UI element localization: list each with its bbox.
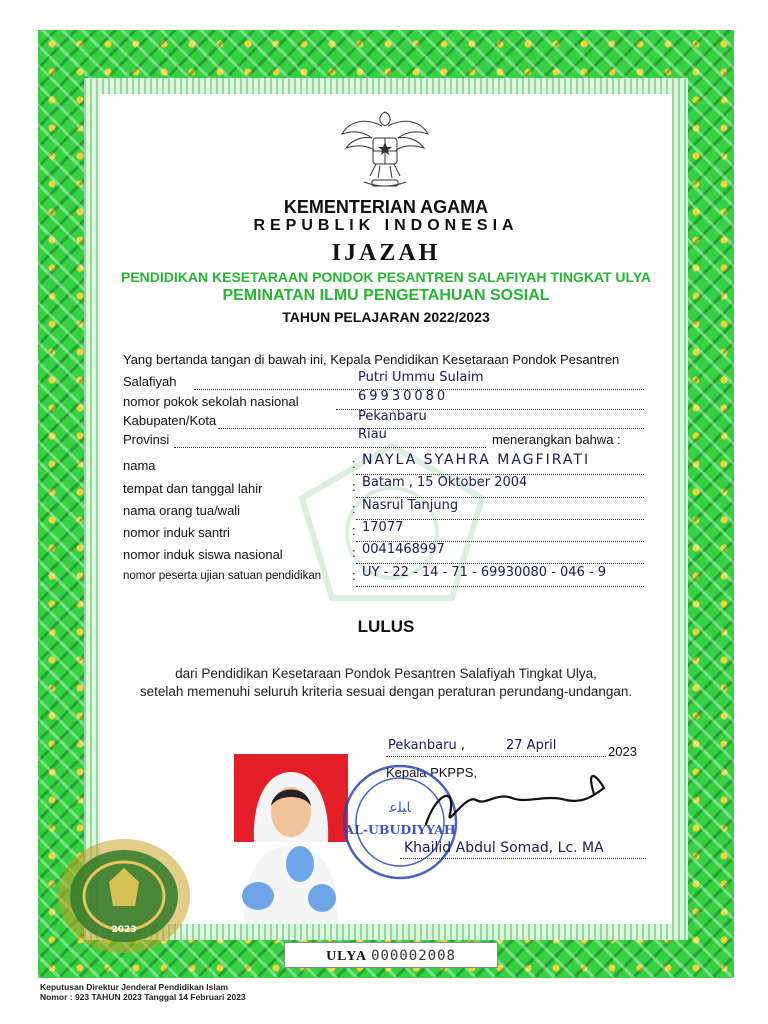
colon: :	[352, 545, 356, 560]
kabupaten-value: Pekanbaru	[358, 409, 427, 424]
nis-label: nomor induk santri	[123, 525, 230, 540]
svg-text:ﺎﻴﻠﻋ: ﺎﻴﻠﻋ	[389, 800, 411, 816]
footer-number: Nomor : 923 TAHUN 2023 Tanggal 14 Februari 2023	[40, 992, 246, 1002]
intro-line: Yang bertanda tangan di bawah ini, Kepala Pendidikan Kesetaraan Pondok Pesantren	[123, 352, 620, 367]
svg-text:2023: 2023	[111, 925, 137, 935]
signature-year: 2023	[608, 744, 637, 759]
country-title: REPUBLIK INDONESIA	[253, 217, 519, 234]
kabupaten-label: Kabupaten/Kota	[123, 413, 217, 428]
specialization-title: PEMINATAN ILMU PENGETAHUAN SOSIAL	[222, 287, 550, 304]
serial-number: 000002008	[371, 948, 456, 964]
npsn-value: 69930080	[358, 389, 449, 404]
serial-prefix: ULYA	[326, 949, 368, 964]
result-line-2: setelah memenuhi seluruh kriteria sesuai dengan peraturan perundang-undangan.	[139, 684, 633, 699]
nama-label: nama	[123, 458, 156, 473]
signature-place: Pekanbaru ,	[388, 738, 465, 753]
salafiyah-value: Putri Ummu Sulaim	[358, 370, 484, 385]
svg-text:AL-UBUDIYYAH: AL-UBUDIYYAH	[344, 822, 456, 837]
menerangkan-text: menerangkan bahwa :	[492, 432, 621, 447]
peserta-value: UY - 22 - 14 - 71 - 69930080 - 046 - 9	[362, 565, 607, 580]
ttl-label: tempat dan tanggal lahir	[123, 481, 263, 496]
result-status: LULUS	[357, 617, 415, 636]
dotted-line	[386, 756, 606, 757]
ministry-title: KEMENTERIAN AGAMA	[283, 197, 489, 217]
document-title: IJAZAH	[331, 240, 441, 266]
salafiyah-label: Salafiyah	[123, 374, 177, 389]
dotted-line	[218, 428, 644, 429]
dotted-line	[356, 586, 644, 587]
colon: :	[352, 568, 356, 583]
dotted-line	[174, 447, 486, 448]
colon: :	[352, 456, 356, 471]
signature-position: Kepala PKPPS,	[386, 765, 478, 780]
student-photo	[234, 754, 348, 924]
nis-value: 17077	[362, 520, 404, 535]
signature-scribble	[416, 764, 616, 834]
signature-date: 27 April	[506, 738, 557, 753]
peserta-label: nomor peserta ujian satuan pendidikan	[123, 570, 322, 582]
dotted-line	[356, 563, 644, 564]
nama-value: NAYLA SYAHRA MAGFIRATI	[362, 452, 591, 468]
nisn-value: 0041468997	[362, 542, 445, 557]
ttl-value: Batam , 15 Oktober 2004	[362, 475, 528, 490]
academic-year: TAHUN PELAJARAN 2022/2023	[282, 309, 490, 325]
result-line-1: dari Pendidikan Kesetaraan Pondok Pesantren Salafiyah Tingkat Ulya,	[175, 666, 597, 681]
signature-name: Khailid Abdul Somad, Lc. MA	[404, 840, 604, 856]
program-title: PENDIDIKAN KESETARAAN PONDOK PESANTREN SALAFIYAH TINGKAT ULYA	[121, 269, 651, 285]
footer-decree: Keputusan Direktur Jenderal Pendidikan Islam	[40, 982, 229, 992]
serial-number-box	[284, 942, 498, 968]
provinsi-value: Riau	[358, 427, 387, 442]
ortu-value: Nasrul Tanjung	[362, 498, 459, 513]
nisn-label: nomor induk siswa nasional	[123, 547, 283, 562]
hologram-seal-icon	[55, 836, 193, 956]
dotted-line	[400, 858, 646, 859]
ortu-label: nama orang tua/wali	[123, 503, 241, 518]
provinsi-label: Provinsi	[123, 432, 170, 447]
colon: :	[352, 479, 356, 494]
colon: :	[352, 501, 356, 516]
npsn-label: nomor pokok sekolah nasional	[123, 394, 299, 409]
colon: :	[352, 523, 356, 538]
garuda-emblem-icon	[336, 104, 434, 194]
